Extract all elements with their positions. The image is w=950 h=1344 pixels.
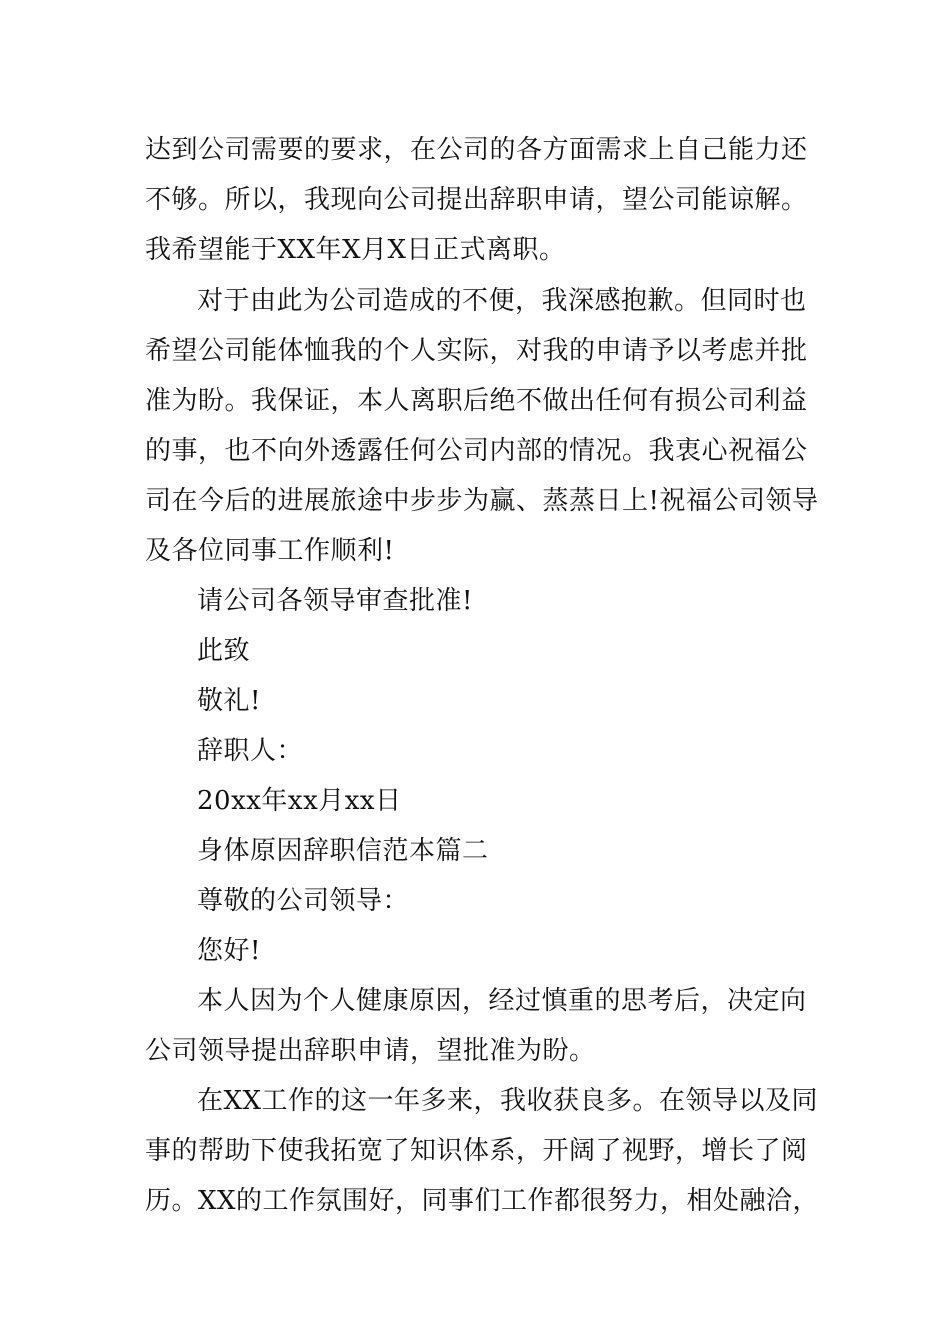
paragraph-line: 对于由此为公司造成的不便，我深感抱歉。但同时也 <box>197 286 807 316</box>
paragraph-line: 本人因为个人健康原因，经过慎重的思考后，决定向 <box>197 986 807 1016</box>
salutation-line: 此致 <box>197 636 251 666</box>
paragraph-line: 的事，也不向外透露任何公司内部的情况。我衷心祝福公 <box>145 436 808 466</box>
paragraph-line: 不够。所以，我现向公司提出辞职申请，望公司能谅解。 <box>145 185 808 215</box>
section-title: 身体原因辞职信范本篇二 <box>197 836 489 866</box>
paragraph-line: 司在今后的进展旅途中步步为赢、蒸蒸日上!祝福公司领导 <box>145 486 819 516</box>
request-approval-line: 请公司各领导审查批准! <box>197 586 473 616</box>
paragraph-line: 及各位同事工作顺利! <box>145 536 395 566</box>
greeting-line: 尊敬的公司领导： <box>197 886 410 916</box>
paragraph-line: 希望公司能体恤我的个人实际，对我的申请予以考虑并批 <box>145 336 808 366</box>
paragraph-line: 在XX工作的这一年多来，我收获良多。在领导以及同 <box>197 1086 819 1116</box>
greeting-line: 您好! <box>197 936 261 966</box>
salutation-line: 敬礼! <box>197 686 261 716</box>
paragraph-line: 达到公司需要的要求，在公司的各方面需求上自己能力还 <box>145 135 808 165</box>
paragraph-line: 事的帮助下使我拓宽了知识体系，开阔了视野，增长了阅 <box>145 1136 808 1166</box>
date-line: 20xx年xx月xx日 <box>197 786 402 816</box>
paragraph-line: 历。XX的工作氛围好，同事们工作都很努力，相处融洽， <box>145 1186 820 1216</box>
paragraph-line: 公司领导提出辞职申请，望批准为盼。 <box>145 1036 596 1066</box>
signature-line: 辞职人： <box>197 736 304 766</box>
paragraph-line: 我希望能于XX年X月X日正式离职。 <box>145 235 566 265</box>
paragraph-line: 准为盼。我保证，本人离职后绝不做出任何有损公司利益 <box>145 386 808 416</box>
